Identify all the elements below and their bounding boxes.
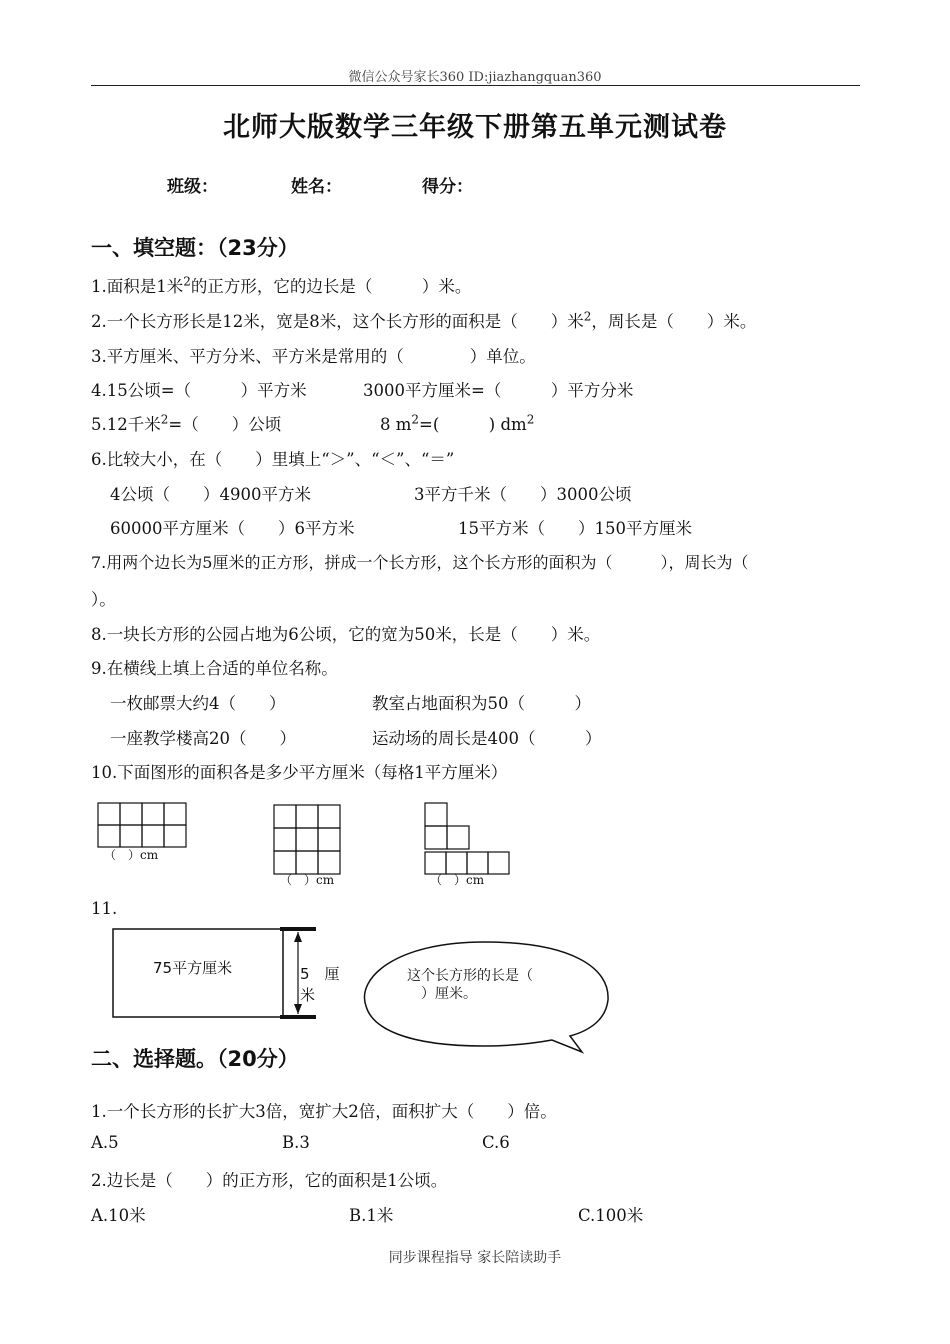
page-header: 微信公众号家长360 ID:jiazhangquan360 bbox=[348, 70, 602, 85]
choice-q2-option-b: B.1米 bbox=[349, 1206, 394, 1225]
question-10-stem: 10.下面图形的面积各是多少平方厘米（每格1平方厘米） bbox=[91, 763, 508, 782]
q2-text-a: 2.一个长方形长是12米，宽是8米，这个长方形的面积是（ ）米 bbox=[91, 312, 584, 331]
question-6-stem: 6.比较大小，在（ ）里填上“＞”、“＜”、“＝” bbox=[91, 450, 455, 469]
class-label: 班级： bbox=[167, 177, 218, 197]
question-3: 3.平方厘米、平方分米、平方米是常用的（ ）单位。 bbox=[91, 347, 536, 366]
question-7-line2: ）。 bbox=[91, 590, 116, 609]
bubble-text-line2: ）厘米。 bbox=[421, 986, 477, 1002]
q1-sup: 2 bbox=[183, 274, 191, 289]
question-6-r2b: 15平方米（ ）150平方厘米 bbox=[458, 519, 692, 538]
rectangle-area-label: 75平方厘米 bbox=[153, 959, 233, 977]
question-11-num: 11. bbox=[91, 899, 118, 918]
question-9-r2a: 一座教学楼高20（ ） bbox=[110, 729, 296, 748]
question-5a bbox=[91, 411, 281, 435]
question-9-stem: 9.在横线上填上合适的单位名称。 bbox=[91, 659, 338, 678]
question-4a: 4.15公顷=（ ）平方米 bbox=[91, 381, 307, 400]
question-9-r1b: 教室占地面积为50（ ） bbox=[372, 694, 591, 713]
question-6-r1a: 4公顷（ ）4900平方米 bbox=[110, 485, 311, 504]
score-label: 得分： bbox=[422, 177, 473, 197]
grid-figure-1 bbox=[97, 802, 189, 850]
page-footer: 同步课程指导 家长陪读助手 bbox=[388, 1250, 562, 1266]
grid-figure-3 bbox=[424, 802, 514, 878]
question-7-line1: 7.用两个边长为5厘米的正方形，拼成一个长方形，这个长方形的面积为（ ），周长为（ bbox=[91, 553, 749, 572]
q5-sup1: 2 bbox=[160, 412, 169, 427]
question-1 bbox=[91, 273, 471, 297]
q5-text-b1: 8 m bbox=[380, 415, 412, 434]
choice-q2-option-a: A.10米 bbox=[91, 1206, 146, 1225]
q5-text-a2: =（ ）公顷 bbox=[168, 415, 282, 434]
choice-q1-option-a: A.5 bbox=[91, 1133, 119, 1152]
question-4b: 3000平方厘米=（ ）平方分米 bbox=[363, 381, 634, 400]
choice-q1-option-c: C.6 bbox=[482, 1133, 510, 1152]
section1-heading: 一、填空题：（23分） bbox=[91, 236, 299, 260]
bubble-text-line1: 这个长方形的长是（ bbox=[407, 968, 533, 984]
question-8: 8.一块长方形的公园占地为6公顷，它的宽为50米，长是（ ）米。 bbox=[91, 625, 601, 644]
q5-text-b2: =( ) dm bbox=[419, 415, 527, 434]
q5-sup2: 2 bbox=[411, 412, 420, 427]
question-5b bbox=[380, 411, 534, 435]
choice-q1-option-b: B.3 bbox=[282, 1133, 310, 1152]
choice-q2-stem: 2.边长是（ ）的正方形，它的面积是1公顷。 bbox=[91, 1171, 448, 1190]
choice-q1-stem: 1.一个长方形的长扩大3倍，宽扩大2倍，面积扩大（ ）倍。 bbox=[91, 1102, 557, 1121]
choice-q2-option-c: C.100米 bbox=[578, 1206, 644, 1225]
question-2 bbox=[91, 308, 756, 332]
question-9-r2b: 运动场的周长是400（ ） bbox=[372, 729, 602, 748]
question-6-r1b: 3平方千米（ ）3000公顷 bbox=[414, 485, 632, 504]
side-length-label-a: 5 厘 bbox=[300, 965, 340, 983]
speech-bubble bbox=[356, 938, 612, 1056]
q5-text-a1: 5.12千米 bbox=[91, 415, 161, 434]
question-9-r1a: 一枚邮票大约4（ ） bbox=[110, 694, 286, 713]
question-6-r2a: 60000平方厘米（ ）6平方米 bbox=[110, 519, 355, 538]
grid-figure-2 bbox=[273, 804, 343, 876]
grid-1-answer: （ ）cm bbox=[104, 848, 159, 862]
q2-sup: 2 bbox=[583, 309, 592, 324]
side-length-label-b: 米 bbox=[300, 986, 316, 1004]
grid-2-answer: （ ）cm bbox=[280, 873, 335, 887]
header-rule bbox=[91, 85, 860, 86]
q1-text-a: 1.面积是1米 bbox=[91, 277, 184, 296]
q5-sup3: 2 bbox=[526, 412, 535, 427]
name-label: 姓名： bbox=[291, 177, 342, 197]
grid-3-answer: （ ）cm bbox=[430, 873, 485, 887]
page-title: 北师大版数学三年级下册第五单元测试卷 bbox=[223, 112, 727, 143]
section2-heading: 二、选择题。（20分） bbox=[91, 1047, 299, 1071]
q1-text-b: 的正方形，它的边长是（ ）米。 bbox=[190, 277, 472, 296]
q2-text-b: ，周长是（ ）米。 bbox=[591, 312, 757, 331]
